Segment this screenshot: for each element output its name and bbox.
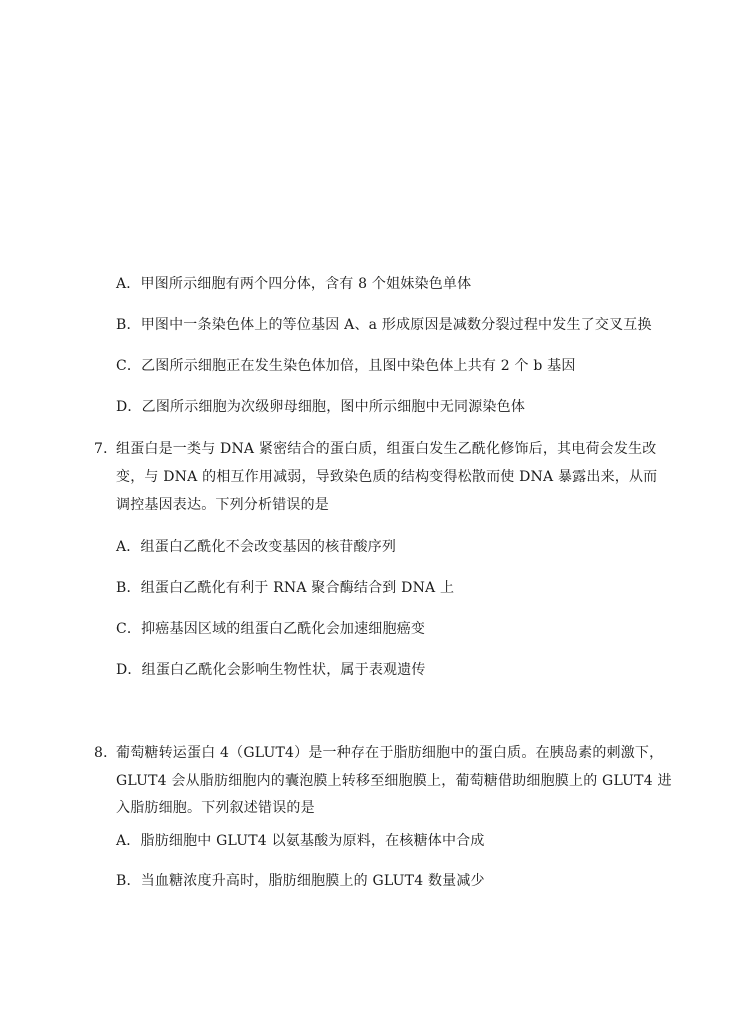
- q6-option-d: D．乙图所示细胞为次级卵母细胞，图中所示细胞中无同源染色体: [116, 399, 526, 415]
- q7-number: 7．: [94, 441, 118, 457]
- q7-option-d: D．组蛋白乙酰化会影响生物性状，属于表观遗传: [116, 662, 426, 678]
- q7-option-c: C．抑癌基因区域的组蛋白乙酰化会加速细胞癌变: [116, 621, 426, 637]
- q6-option-c: C．乙图所示细胞正在发生染色体加倍，且图中染色体上共有 2 个 b 基因: [116, 358, 576, 374]
- q7-option-b: B．组蛋白乙酰化有利于 RNA 聚合酶结合到 DNA 上: [116, 580, 455, 596]
- q8-stem-line-1: 葡萄糖转运蛋白 4（GLUT4）是一种存在于脂肪细胞中的蛋白质。在胰岛素的刺激下，: [116, 745, 664, 761]
- q8-stem-line-2: GLUT4 会从脂肪细胞内的囊泡膜上转移至细胞膜上，葡萄糖借助细胞膜上的 GLUT4 进: [116, 773, 672, 789]
- q8-option-a: A．脂肪细胞中 GLUT4 以氨基酸为原料，在核糖体中合成: [116, 833, 485, 849]
- q7-stem-line-1: 组蛋白是一类与 DNA 紧密结合的蛋白质，组蛋白发生乙酰化修饰后，其电荷会发生改: [116, 441, 657, 457]
- q7-option-a: A．组蛋白乙酰化不会改变基因的核苷酸序列: [116, 539, 397, 555]
- q8-option-b: B．当血糖浓度升高时，脂肪细胞膜上的 GLUT4 数量减少: [116, 873, 485, 889]
- q8-number: 8．: [94, 745, 118, 761]
- q7-stem-line-3: 调控基因表达。下列分析错误的是: [116, 497, 329, 513]
- q6-option-b: B．甲图中一条染色体上的等位基因 A、a 形成原因是减数分裂过程中发生了交叉互换: [116, 317, 652, 333]
- q7-stem-line-2: 变，与 DNA 的相互作用减弱，导致染色质的结构变得松散而使 DNA 暴露出来，从而: [116, 469, 658, 485]
- q8-stem-line-3: 入脂肪细胞。下列叙述错误的是: [116, 800, 315, 816]
- q6-option-a: A．甲图所示细胞有两个四分体，含有 8 个姐妹染色单体: [116, 276, 472, 292]
